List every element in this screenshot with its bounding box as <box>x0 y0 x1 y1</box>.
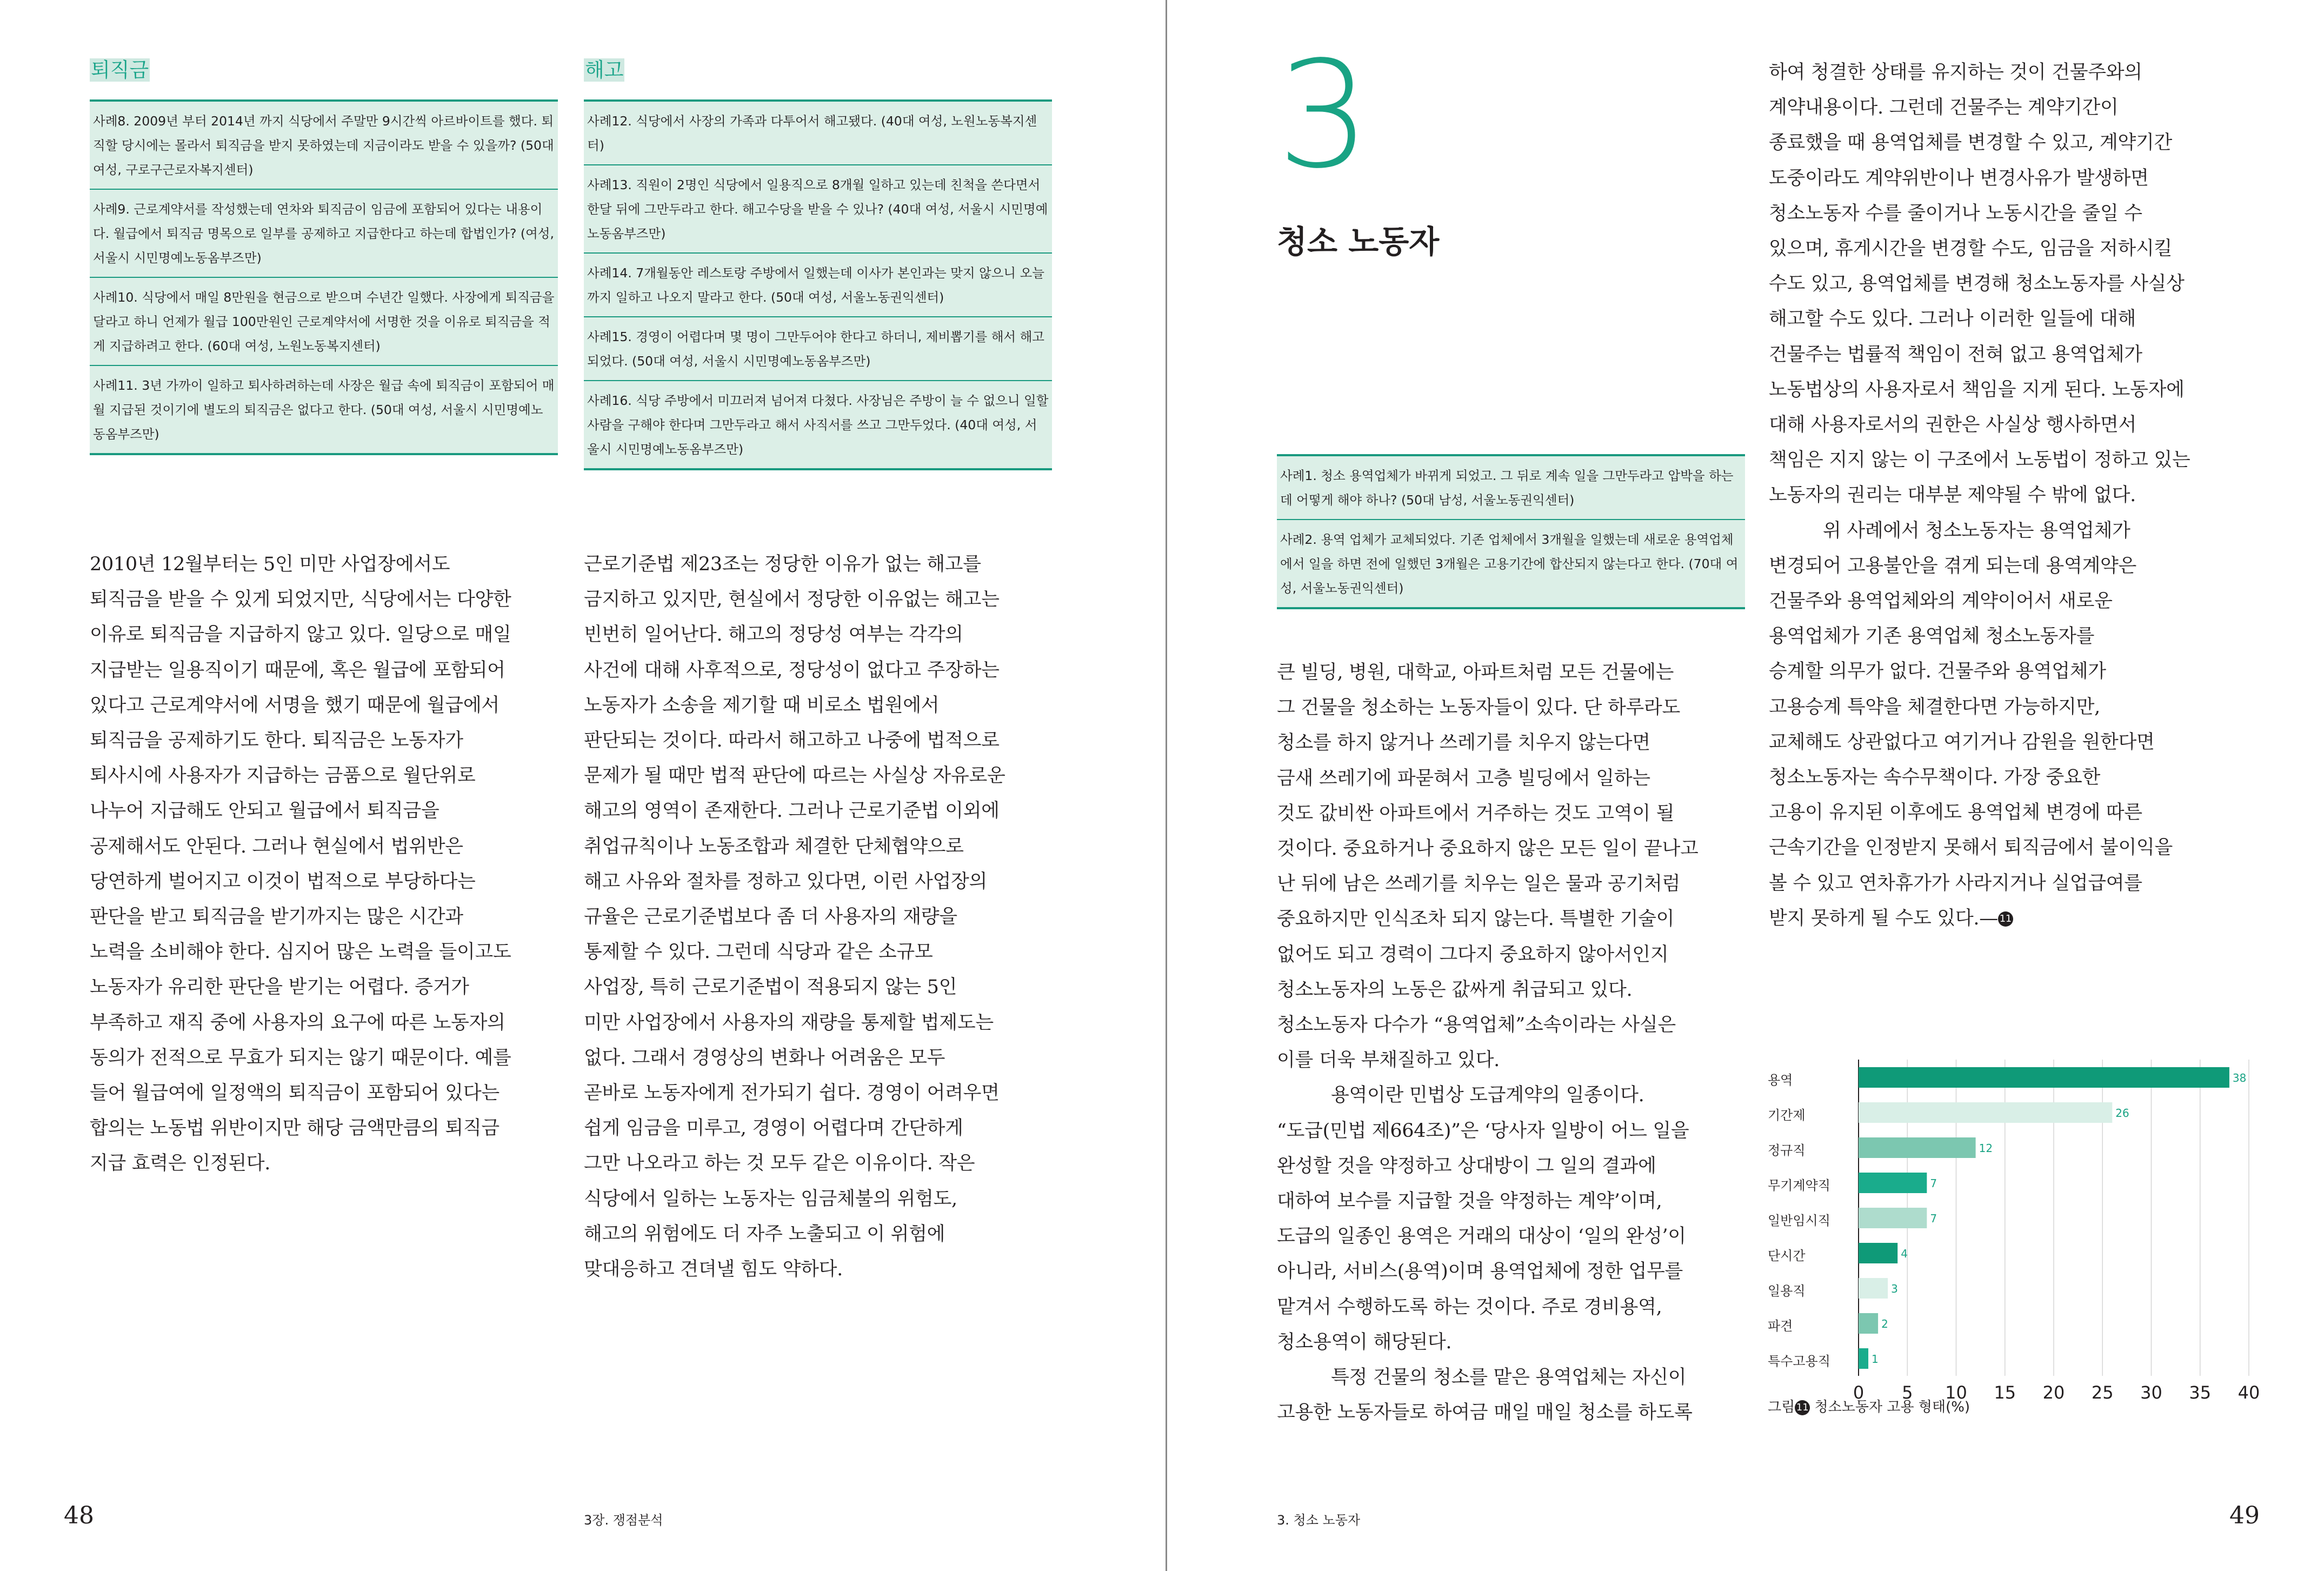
chart-bar-6 <box>1859 1243 1897 1263</box>
body-line: 해고의 영역이 존재한다. 그러나 근로기준법 이외에 <box>584 800 1000 822</box>
body-line: 금지하고 있지만, 현실에서 정당한 이유없는 해고는 <box>584 589 1000 611</box>
body-line: 지급받는 일용직이기 때문에, 혹은 월급에 포함되어 <box>90 659 505 681</box>
chart-value-label: 3 <box>1891 1282 1898 1295</box>
footer-left: 3장. 쟁점분석 <box>584 1513 663 1528</box>
chart-category-label: 특수고용직 <box>1768 1354 1830 1369</box>
cleaning-cases-box <box>1277 454 1745 609</box>
chart-bar-1 <box>1859 1067 2229 1088</box>
body-line: “도급(민법 제664조)”은 ‘당사자 일방이 어느 일을 <box>1277 1120 1689 1142</box>
figure-ref-badge: 11 <box>1998 911 2013 927</box>
body-line: 대하여 보수를 지급할 것을 약정하는 계약’이며, <box>1277 1190 1662 1213</box>
chart-bar-4 <box>1859 1173 1927 1193</box>
body-line: 있다고 근로계약서에 서명을 했기 때문에 월급에서 <box>90 694 500 716</box>
chart-category-label: 정규직 <box>1768 1143 1806 1158</box>
cleaning-case-1: 사례1. 청소 용역업체가 바뀌게 되었고. 그 뒤로 계속 일을 그만두라고 압박을 하는데 어떻게 해야 하나? (50대 남성, 서울노동권익센터) <box>1277 456 1745 520</box>
body-line: 중요하지만 인식조차 되지 않는다. 특별한 기술이 <box>1277 908 1675 930</box>
figure-number-badge: 11 <box>1795 1400 1810 1415</box>
body-line: 해고 사유와 절차를 정하고 있다면, 이런 사업장의 <box>584 870 987 893</box>
chart-tick-label: 10 <box>1945 1382 1967 1403</box>
body-line: 사업장, 특히 근로기준법이 적용되지 않는 5인 <box>584 976 957 998</box>
dismissal-case-2: 사례13. 직원이 2명인 식당에서 일용직으로 8개월 일하고 있는데 친척을 쓴다면서 한달 뒤에 그만두라고 한다. 해고수당을 받을 수 있나? (40대 여성, 서울시 시민명예노동옴부즈만) <box>584 165 1052 254</box>
body-line: 건물주와 용역업체와의 계약이어서 새로운 <box>1769 590 2113 613</box>
body-line: 고용한 노동자들로 하여금 매일 매일 청소를 하도록 <box>1277 1402 1693 1424</box>
chart-value-label: 4 <box>1901 1247 1908 1260</box>
body-line: 청소노동자 다수가 “용역업체”소속이라는 사실은 <box>1277 1014 1676 1036</box>
body-line: 완성할 것을 약정하고 상대방이 그 일의 결과에 <box>1277 1155 1656 1177</box>
body-line: 건물주는 법률적 책임이 전혀 없고 용역업체가 <box>1769 343 2142 365</box>
body-line: 동의가 전적으로 무효가 되지는 않기 때문이다. 예를 <box>90 1047 511 1069</box>
body-line: 미만 사업장에서 사용자의 재량을 통제할 법제도는 <box>584 1011 994 1034</box>
body-line: 문제가 될 때만 법적 판단에 따르는 사실상 자유로운 <box>584 765 1005 787</box>
body-line: 청소를 하지 않거나 쓰레기를 치우지 않는다면 <box>1277 732 1650 754</box>
body-line: 취업규칙이나 노동조합과 체결한 단체협약으로 <box>584 835 964 857</box>
body-line: 계약내용이다. 그런데 건물주는 계약기간이 <box>1769 97 2119 119</box>
body-line: 당연하게 벌어지고 이것이 법적으로 부당하다는 <box>90 870 476 893</box>
body-line: 맡겨서 수행하도록 하는 것이다. 주로 경비용역, <box>1277 1296 1662 1318</box>
chart-bar-3 <box>1859 1137 1976 1158</box>
chart-tick-label: 20 <box>2042 1382 2065 1403</box>
body-line: 노동자가 유리한 판단을 받기는 어렵다. 증거가 <box>90 976 469 998</box>
body-line: 합의는 노동법 위반이지만 해당 금액만큼의 퇴직금 <box>90 1117 500 1140</box>
chart-category-label: 용역 <box>1768 1073 1793 1088</box>
body-line: 판단되는 것이다. 따라서 해고하고 나중에 법적으로 <box>584 730 1000 752</box>
body-line: 도중이라도 계약위반이나 변경사유가 발생하면 <box>1769 167 2149 189</box>
body-line: 있으며, 휴게시간을 변경할 수도, 임금을 저하시킬 <box>1769 238 2172 260</box>
body-line: 수도 있고, 용역업체를 변경해 청소노동자를 사실상 <box>1769 273 2185 295</box>
left-body-column-2 <box>584 547 1054 1287</box>
chart-value-label: 38 <box>2232 1071 2247 1084</box>
body-line: 고용승계 특약을 체결한다면 가능하지만, <box>1769 696 2100 718</box>
chart-tick-label: 0 <box>1853 1382 1864 1403</box>
chart-tick-label: 40 <box>2238 1382 2260 1403</box>
chart-category-label: 일용직 <box>1768 1283 1806 1299</box>
body-line: 그만 나오라고 하는 것 모두 같은 이유이다. 작은 <box>584 1153 975 1175</box>
body-line: 볼 수 있고 연차휴가가 사라지거나 실업급여를 <box>1769 872 2142 894</box>
body-line: 퇴직금을 받을 수 있게 되었지만, 식당에서는 다양한 <box>90 589 511 611</box>
body-line: 고용이 유지된 이후에도 용역업체 변경에 따른 <box>1769 802 2142 824</box>
body-line: 규율은 근로기준법보다 좀 더 사용자의 재량을 <box>584 906 957 928</box>
body-line: 위 사례에서 청소노동자는 용역업체가 <box>1823 520 2130 542</box>
severance-case-1: 사례8. 2009년 부터 2014년 까지 식당에서 주말만 9시간씩 아르바이트를 했다. 퇴직할 당시에는 몰라서 퇴직금을 받지 못하였는데 지금이라도 받을 수 있을까? (50대 여성, 구로구근로자복지센터) <box>90 102 558 190</box>
severance-case-2: 사례9. 근로계약서를 작성했는데 연차와 퇴직금이 임금에 포함되어 있다는 내용이다. 월급에서 퇴직금 명목으로 일부를 공제하고 지급한다고 하는데 합법인가? (여성, 서울시 시민명예노동옴부즈만) <box>90 190 558 278</box>
chart-category-label: 무기계약직 <box>1768 1178 1830 1193</box>
severance-case-4: 사례11. 3년 가까이 일하고 퇴사하려하는데 사장은 월급 속에 퇴직금이 포함되어 매월 지급된 것이기에 별도의 퇴직금은 없다고 한다. (50대 여성, 서울시 시민명예노동옴부즈만) <box>93 378 555 442</box>
right-body-column-2 <box>1769 55 2255 936</box>
body-line: 판단을 받고 퇴직금을 받기까지는 많은 시간과 <box>90 906 463 928</box>
body-line: 큰 빌딩, 병원, 대학교, 아파트처럼 모든 건물에는 <box>1277 662 1674 683</box>
chapter-number: 3 <box>1277 30 1371 201</box>
body-line: 해고할 수도 있다. 그러나 이러한 일들에 대해 <box>1769 308 2136 330</box>
body-line: 노력을 소비해야 한다. 심지어 많은 노력을 들이고도 <box>90 941 511 963</box>
dismissal-section-label: 해고 <box>585 58 624 82</box>
body-line: 하여 청결한 상태를 유지하는 것이 건물주와의 <box>1769 62 2142 83</box>
chart-bar-2 <box>1859 1102 2112 1123</box>
body-line: 변경되어 고용불안을 겪게 되는데 용역계약은 <box>1769 555 2136 577</box>
body-line: 종료했을 때 용역업체를 변경할 수 있고, 계약기간 <box>1769 132 2172 154</box>
chart-category-label: 파견 <box>1768 1319 1793 1334</box>
body-line: 지급 효력은 인정된다. <box>90 1153 271 1175</box>
dismissal-case-3: 사례14. 7개월동안 레스토랑 주방에서 일했는데 이사가 본인과는 맞지 않으니 오늘까지 일하고 나오지 말라고 한다. (50대 여성, 서울노동권익센터) <box>584 254 1052 317</box>
page-number-right: 49 <box>2229 1502 2260 1529</box>
body-line: 것이다. 중요하거나 중요하지 않은 모든 일이 끝나고 <box>1277 838 1699 860</box>
severance-case-3: 사례10. 식당에서 매일 8만원을 현금으로 받으며 수년간 일했다. 사장에게 퇴직금을 달라고 하니 언제가 월급 100만원인 근로계약서에 서명한 것을 이유로 퇴직금을 적게 지급하려고 한다. (60대 여성, 노원노동복지센터) <box>90 278 558 366</box>
chart-value-label: 7 <box>1930 1177 1937 1190</box>
spread-divider <box>1166 0 1167 1571</box>
body-line: 맞대응하고 견뎌낼 힘도 약하다. <box>584 1259 843 1281</box>
chart-value-label: 7 <box>1930 1212 1937 1225</box>
body-line: 그 건물을 청소하는 노동자들이 있다. 단 하루라도 <box>1277 697 1680 719</box>
body-line: 2010년 12월부터는 5인 미만 사업장에서도 <box>90 554 450 575</box>
body-line: 청소용역이 해당된다. <box>1277 1331 1452 1353</box>
chart-tick-label: 30 <box>2140 1382 2162 1403</box>
body-line: 난 뒤에 남은 쓰레기를 치우는 일은 물과 공기처럼 <box>1277 873 1680 895</box>
dismissal-case-5: 사례16. 식당 주방에서 미끄러져 넘어져 다쳤다. 사장님은 주방이 늘 수 없으니 일할 사람을 구해야 한다며 그만두라고 해서 사직서를 쓰고 그만두었다. (40대 여성, 서울시 시민명예노동옴부즈만) <box>587 393 1049 457</box>
body-line: 대해 사용자로서의 권한은 사실상 행사하면서 <box>1769 414 2136 436</box>
body-line: 해고의 위험에도 더 자주 노출되고 이 위험에 <box>584 1223 945 1245</box>
body-line: 아니라, 서비스(용역)이며 용역업체에 정한 업무를 <box>1277 1261 1683 1283</box>
dismissal-case-1: 사례12. 식당에서 사장의 가족과 다투어서 해고됐다. (40대 여성, 노원노동복지센터) <box>584 102 1052 165</box>
chart-tick-label: 5 <box>1902 1382 1913 1403</box>
body-line: 노동자의 권리는 대부분 제약될 수 밖에 없다. <box>1769 484 2136 507</box>
body-line: 식당에서 일하는 노동자는 임금체불의 위험도, <box>584 1188 957 1210</box>
chart-value-label: 1 <box>1872 1353 1879 1366</box>
body-line: 이를 더욱 부채질하고 있다. <box>1277 1049 1500 1071</box>
right-body-column-1 <box>1277 655 1753 1430</box>
page-number-left: 48 <box>64 1502 94 1529</box>
dismissal-case-4: 사례15. 경영이 어렵다며 몇 명이 그만두어야 한다고 하더니, 제비뽑기를 해서 해고되었다. (50대 여성, 서울시 시민명예노동옴부즈만) <box>584 317 1052 381</box>
chart-tick-label: 25 <box>2091 1382 2114 1403</box>
dismissal-cases-box <box>584 99 1052 470</box>
body-line: 청소노동자의 노동은 값싸게 취급되고 있다. <box>1277 978 1633 1001</box>
chart-tick-label: 35 <box>2189 1382 2212 1403</box>
body-line: 것도 값비싼 아파트에서 거주하는 것도 고역이 될 <box>1277 802 1675 824</box>
left-body-column-1 <box>90 547 560 1182</box>
body-line: 나누어 지급해도 안되고 월급에서 퇴직금을 <box>90 800 440 822</box>
body-line: 교체해도 상관없다고 여기거나 감원을 원한다면 <box>1769 731 2155 753</box>
body-line: 없어도 되고 경력이 그다지 중요하지 않아서인지 <box>1277 943 1669 966</box>
body-line: 부족하고 재직 중에 사용자의 요구에 따른 노동자의 <box>90 1011 505 1034</box>
body-line: 특정 건물의 청소를 맡은 용역업체는 자신이 <box>1331 1367 1687 1389</box>
chart-category-label: 기간제 <box>1768 1108 1806 1123</box>
body-line: 용역업체가 기존 용역업체 청소노동자를 <box>1769 625 2095 648</box>
body-line: 통제할 수 있다. 그런데 식당과 같은 소규모 <box>584 941 933 963</box>
body-line: 노동자가 소송을 제기할 때 비로소 법원에서 <box>584 694 940 716</box>
body-line: 이유로 퇴직금을 지급하지 않고 있다. 일당으로 매일 <box>90 624 511 646</box>
chart-bar-9 <box>1859 1348 1868 1369</box>
chart-title: 청소노동자 고용 형태(%) <box>1810 1399 1970 1415</box>
chart-bar-5 <box>1859 1208 1927 1228</box>
body-line: 퇴사시에 사용자가 지급하는 금품으로 월단위로 <box>90 765 476 787</box>
body-line: 청소노동자 수를 줄이거나 노동시간을 줄일 수 <box>1769 202 2142 224</box>
chart-value-label: 12 <box>1979 1142 1993 1155</box>
body-line: 노동법상의 사용자로서 책임을 지게 된다. 노동자에 <box>1769 378 2185 401</box>
severance-cases-box <box>90 99 558 455</box>
body-line: 빈번히 일어난다. 해고의 정당성 여부는 각각의 <box>584 624 963 646</box>
body-line: 곧바로 노동자에게 전가되기 쉽다. 경영이 어려우면 <box>584 1082 1000 1104</box>
body-line: 근속기간을 인정받지 못해서 퇴직금에서 불이익을 <box>1769 837 2173 859</box>
employment-type-chart <box>1768 1043 2265 1433</box>
chart-category-label: 단시간 <box>1768 1248 1806 1263</box>
body-line: 퇴직금을 공제하기도 한다. 퇴직금은 노동자가 <box>90 730 463 752</box>
body-line: 없다. 그래서 경영상의 변화나 어려움은 모두 <box>584 1047 945 1069</box>
chart-caption <box>1768 1396 1970 1416</box>
chart-value-label: 2 <box>1881 1317 1888 1330</box>
cleaning-case-2: 사례2. 용역 업체가 교체되었다. 기존 업체에서 3개월을 일했는데 새로운 용역업체에서 일을 하면 전에 일했던 3개월은 고용기간에 합산되지 않는다고 한다. (70대 여성, 서울노동권익센터) <box>1280 532 1739 596</box>
body-line: 용역이란 민법상 도급계약의 일종이다. <box>1331 1084 1644 1107</box>
chapter-title: 청소 노동자 <box>1277 223 1440 260</box>
body-line: 공제해서도 안된다. 그러나 현실에서 법위반은 <box>90 835 463 857</box>
chart-bar-7 <box>1859 1278 1888 1299</box>
body-line: 책임은 지지 않는 이 구조에서 노동법이 정하고 있는 <box>1769 449 2190 471</box>
chart-value-label: 26 <box>2115 1107 2129 1120</box>
chart-svg <box>1768 1043 2265 1433</box>
body-line: 받지 못하게 될 수도 있다.— 11 <box>1769 901 2255 936</box>
body-line: 청소노동자는 속수무책이다. 가장 중요한 <box>1769 767 2100 789</box>
body-line: 승계할 의무가 없다. 건물주와 용역업체가 <box>1769 661 2106 683</box>
body-line: 근로기준법 제23조는 정당한 이유가 없는 해고를 <box>584 554 981 575</box>
body-line: 쉽게 임금을 미루고, 경영이 어렵다며 간단하게 <box>584 1117 963 1140</box>
figure-label: 그림 <box>1768 1399 1795 1415</box>
severance-section-label: 퇴직금 <box>91 58 149 82</box>
chart-bar-8 <box>1859 1313 1878 1334</box>
body-line: 도급의 일종인 용역은 거래의 대상이 ‘일의 완성’이 <box>1277 1226 1686 1248</box>
body-line: 들어 월급여에 일정액의 퇴직금이 포함되어 있다는 <box>90 1082 500 1104</box>
chart-tick-label: 15 <box>1994 1382 2016 1403</box>
body-line: 금새 쓰레기에 파묻혀서 고층 빌딩에서 일하는 <box>1277 767 1650 789</box>
body-line: 사건에 대해 사후적으로, 정당성이 없다고 주장하는 <box>584 659 1000 681</box>
chart-category-label: 일반임시직 <box>1768 1213 1830 1228</box>
footer-right: 3. 청소 노동자 <box>1277 1513 1361 1528</box>
